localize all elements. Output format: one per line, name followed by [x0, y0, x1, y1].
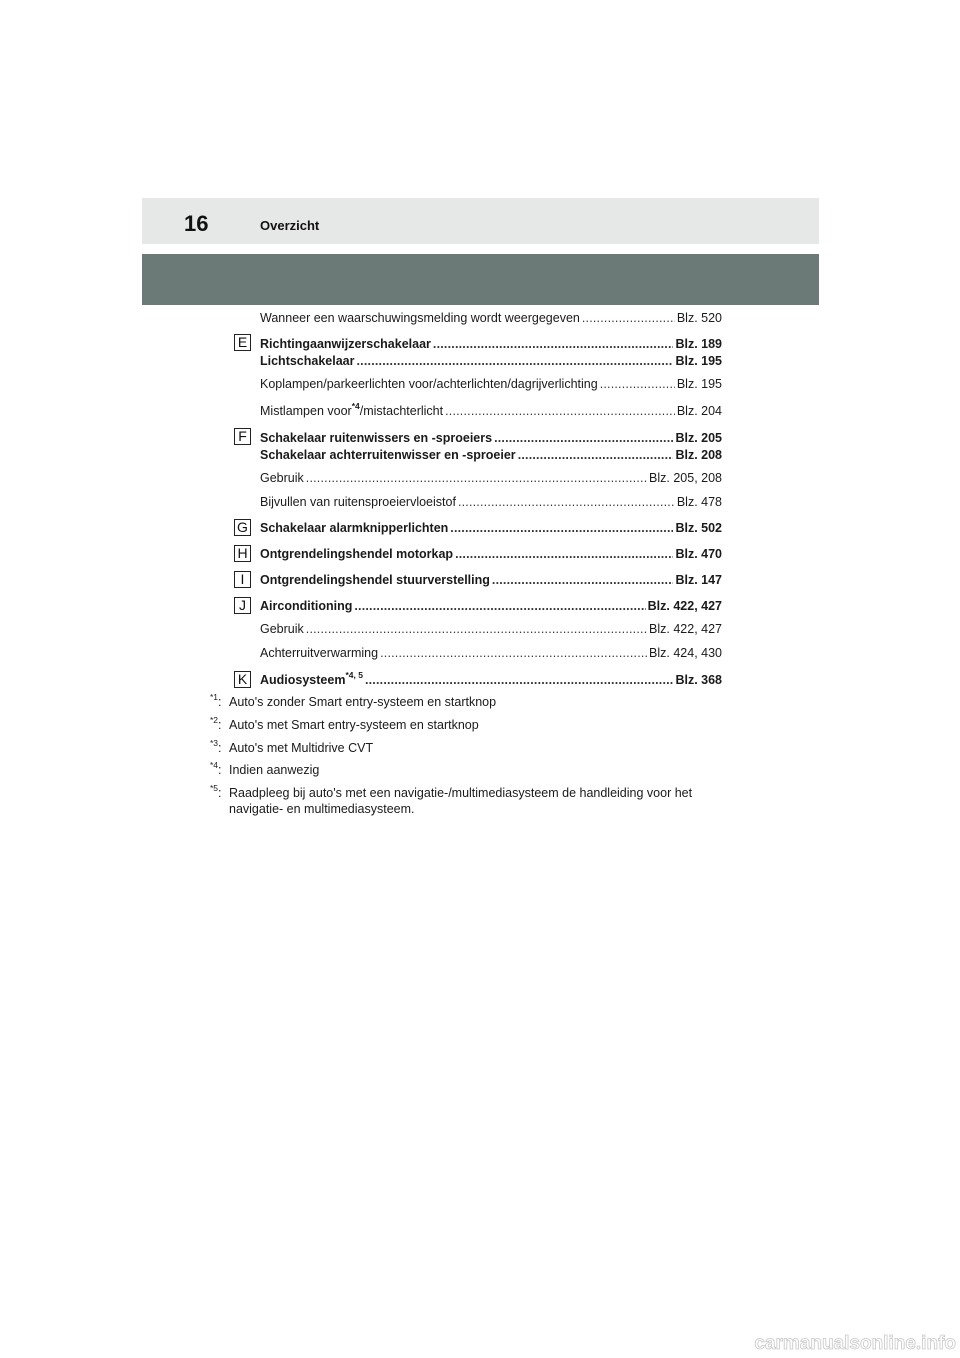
- index-entry: Lichtschakelaar ..... Blz. 195: [260, 353, 722, 369]
- footnote-ref: *4, 5: [345, 670, 363, 680]
- index-entry: Audiosysteem$^{*4, 5}$ ..... Blz. 368: [260, 672, 722, 688]
- index-entry: Ontgrendelingshendel motorkap ..... Blz. 470: [260, 546, 722, 562]
- letter-box-e: E: [234, 334, 251, 351]
- letter-box-i: I: [234, 571, 251, 588]
- footnote: $^{*4}$: Indien aanwezig: [210, 760, 320, 777]
- index-entry: Richtingaanwijzerschakelaar ..... Blz. 189: [260, 336, 722, 352]
- index-entry: Gebruik ..... Blz. 205, 208: [260, 470, 722, 486]
- footnote-ref: *4: [351, 401, 360, 411]
- letter-box-j: J: [234, 597, 251, 614]
- index-entry: Schakelaar ruitenwissers en -sproeiers ..... Blz. 205: [260, 430, 722, 446]
- index-entry: Koplampen/parkeerlichten voor/achterlichten/dagrijverlichting ..... Blz. 195: [260, 376, 722, 392]
- section-title: Overzicht: [260, 218, 320, 233]
- index-entry: Schakelaar achterruitenwisser en -sproeier ..... Blz. 208: [260, 447, 722, 463]
- footnote: $^{*1}$: Auto's zonder Smart entry-systeem en startknop: [210, 692, 497, 709]
- index-entry: Wanneer een waarschuwingsmelding wordt weergegeven ..... Blz. 520: [260, 310, 722, 326]
- watermark-text: carmanualsonline.info: [754, 1333, 956, 1354]
- index-entry: Achterruitverwarming ..... Blz. 424, 430: [260, 645, 722, 661]
- letter-box-h: H: [234, 545, 251, 562]
- page-number: 16: [184, 211, 209, 236]
- footnote: $^{*3}$: Auto's met Multidrive CVT: [210, 738, 374, 755]
- footnote: $^{*5}$: Raadpleeg bij auto's met een navigatie-/multimediasysteem de handleiding voor het navigatie- en multimediasysteem.: [210, 783, 693, 816]
- index-entry: Mistlampen voor$^{*4}$/mistachterlicht ..... Blz. 204: [260, 403, 722, 419]
- index-entry: Bijvullen van ruitensproeiervloeistof ..... Blz. 478: [260, 494, 722, 510]
- index-entry: Ontgrendelingshendel stuurverstelling ..... Blz. 147: [260, 572, 722, 588]
- letter-box-k: K: [234, 671, 251, 688]
- letter-box-g: G: [234, 519, 251, 536]
- index-entry: Gebruik ..... Blz. 422, 427: [260, 621, 722, 637]
- index-entry: Schakelaar alarmknipperlichten ..... Blz. 502: [260, 520, 722, 536]
- watermark-logo: [723, 1330, 959, 1354]
- footnote: $^{*2}$: Auto's met Smart entry-systeem en startknop: [210, 715, 479, 732]
- letter-box-f: F: [234, 428, 251, 445]
- index-entry: Airconditioning ..... Blz. 422, 427: [260, 598, 722, 614]
